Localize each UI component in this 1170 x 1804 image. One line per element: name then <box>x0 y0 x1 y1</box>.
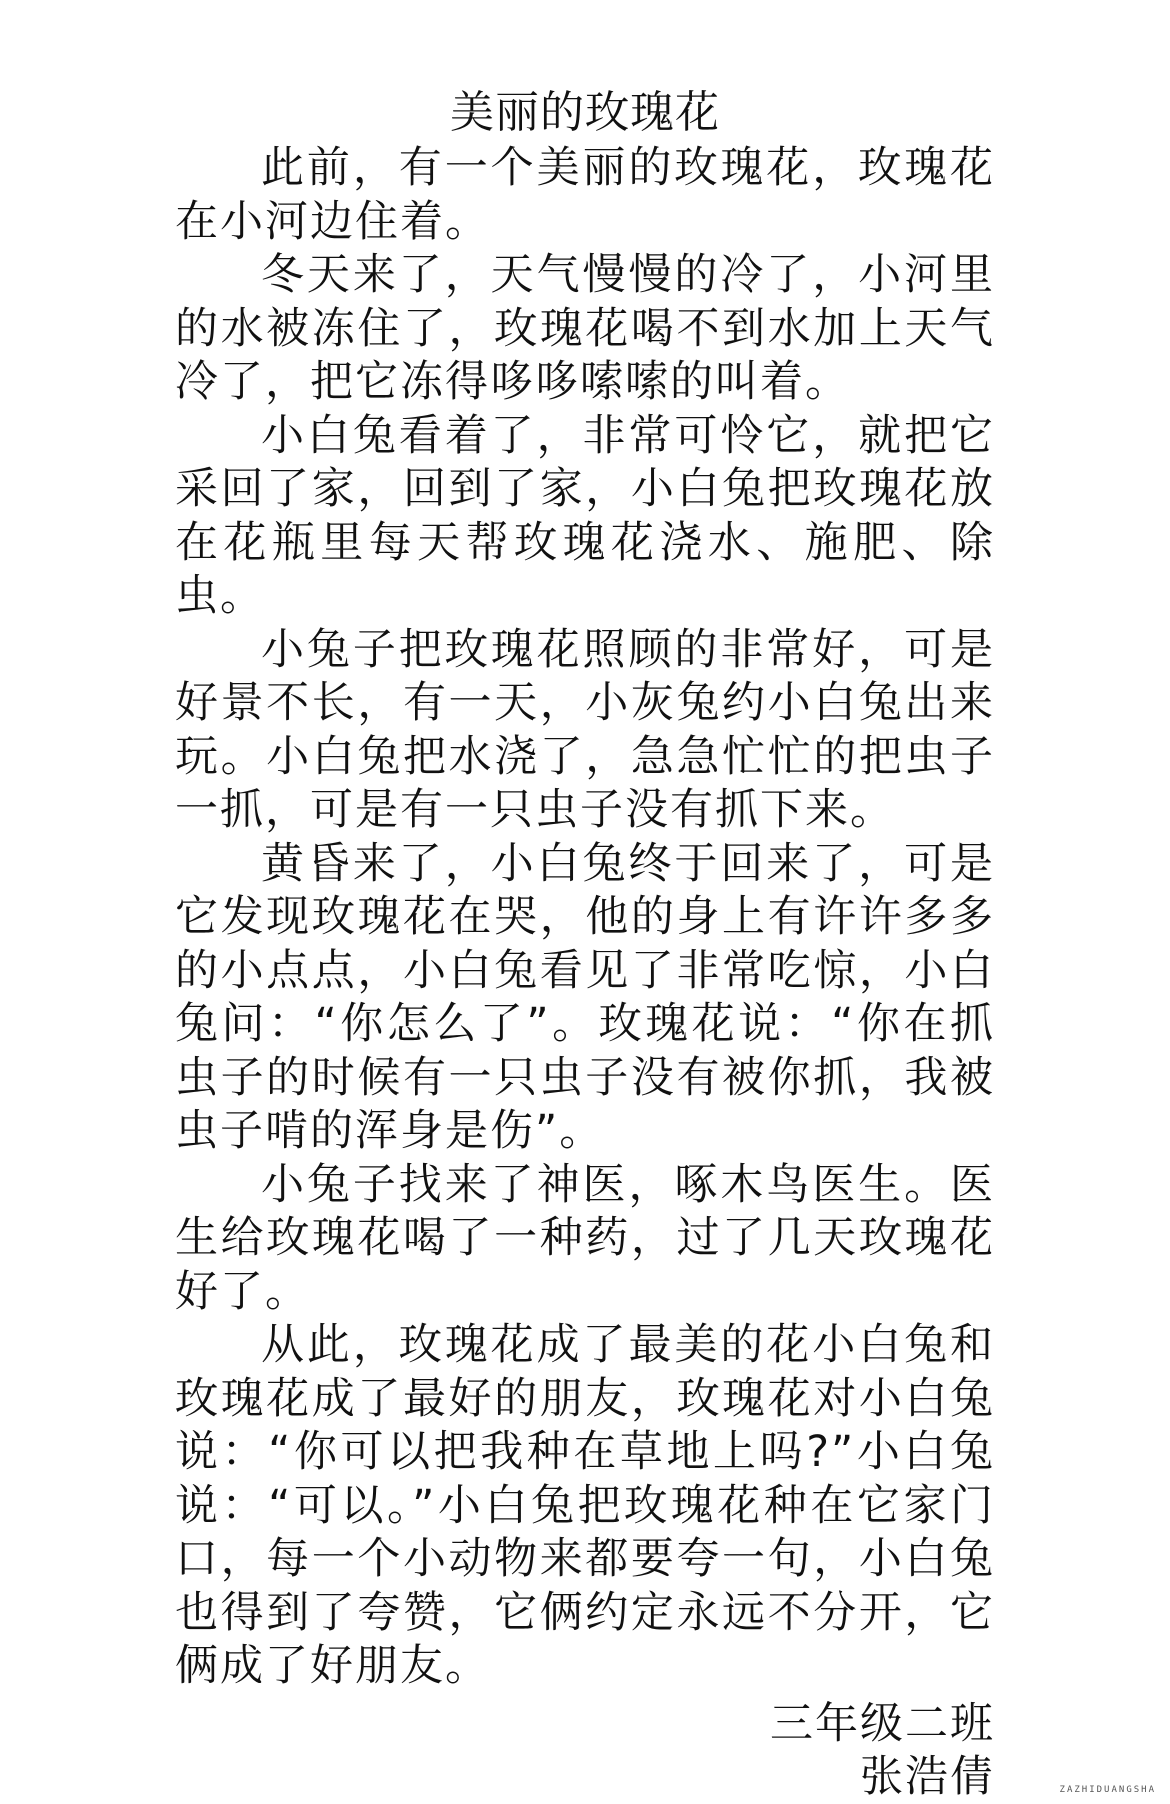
paragraph-3: 小白兔看着了，非常可怜它，就把它采回了家，回到了家，小白兔把玫瑰花放在花瓶里每天帮玫瑰花浇水、施肥、除虫。 <box>175 410 995 621</box>
author-name: 张浩倩 <box>860 1751 995 1802</box>
essay-title: 美丽的玫瑰花 <box>450 87 720 138</box>
class-name: 三年级二班 <box>770 1698 995 1749</box>
paragraph-1: 此前，有一个美丽的玫瑰花，玫瑰花在小河边住着。 <box>175 143 995 247</box>
paragraph-4: 小兔子把玫瑰花照顾的非常好，可是好景不长，有一天，小灰兔约小白兔出来玩。小白兔把水浇了，急急忙忙的把虫子一抓，可是有一只虫子没有抓下来。 <box>175 624 995 835</box>
paragraph-7: 从此，玫瑰花成了最美的花小白兔和玫瑰花成了最好的朋友，玫瑰花对小白兔说：“你可以把我种在草地上吗?”小白兔说：“可以。”小白兔把玫瑰花种在它家门口，每一个小动物来都要夸一句，小白兔也得到了夸赞，它俩约定永远不分开，它俩成了好朋友。 <box>175 1320 995 1691</box>
paragraph-5: 黄昏来了，小白兔终于回来了，可是它发现玫瑰花在哭，他的身上有许许多多的小点点，小白兔看见了非常吃惊，小白兔问：“你怎么了”。玫瑰花说：“你在抓虫子的时候有一只虫子没有被你抓，我被虫子啃的浑身是伤”。 <box>175 838 995 1156</box>
watermark-text: ZAZHIDUANGSHA <box>1059 1785 1156 1795</box>
paragraph-2: 冬天来了，天气慢慢的冷了，小河里的水被冻住了，玫瑰花喝不到水加上天气冷了，把它冻得哆哆嗦嗦的叫着。 <box>175 250 995 407</box>
paragraph-6: 小兔子找来了神医，啄木鸟医生。医生给玫瑰花喝了一种药，过了几天玫瑰花好了。 <box>175 1159 995 1317</box>
essay-body <box>175 86 995 1804</box>
